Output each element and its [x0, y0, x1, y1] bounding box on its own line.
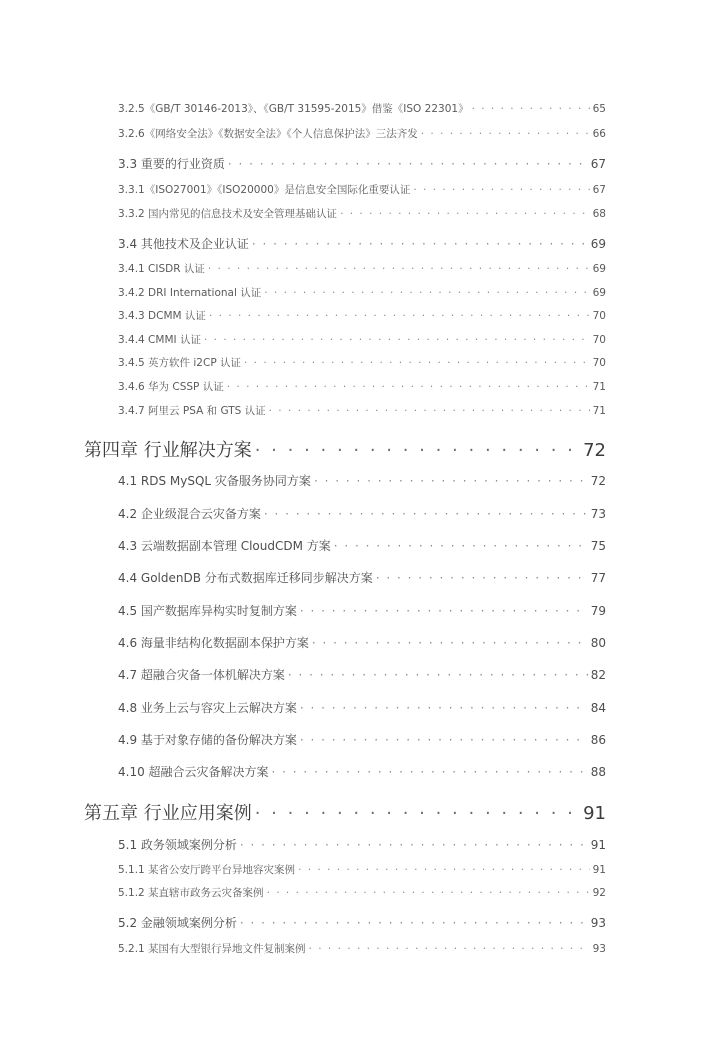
toc-section	[118, 634, 606, 651]
dot-leader	[244, 357, 590, 369]
toc-chapter-title: 第四章 行业解决方案	[84, 440, 252, 461]
toc-section	[118, 666, 606, 683]
toc-entry	[118, 101, 606, 116]
toc-entry-title: 5.1.2 某直辖市政务云灾备案例	[118, 887, 264, 899]
toc-entry-page: 75	[590, 539, 606, 553]
toc-entry-title: 3.4.1 CISDR 认证	[118, 263, 205, 275]
toc-entry-title: 5.2.1 某国有大型银行异地文件复制案例	[118, 943, 306, 955]
dot-leader	[472, 103, 590, 115]
toc-entry-title: 3.3 重要的行业资质	[118, 157, 225, 171]
toc-entry-title: 4.4 GoldenDB 分布式数据库迁移同步解决方案	[118, 571, 373, 585]
toc-entry-title: 5.1 政务领域案例分析	[118, 838, 237, 852]
toc-entry-title: 4.6 海量非结构化数据副本保护方案	[118, 636, 309, 650]
dot-leader	[300, 733, 588, 747]
dot-leader	[309, 943, 590, 955]
toc-entry-title: 4.5 国产数据库异构实时复制方案	[118, 604, 297, 618]
toc-entry-page: 67	[590, 157, 606, 171]
toc-entry	[118, 885, 606, 900]
toc-section	[118, 836, 606, 853]
toc-entry-page: 72	[583, 440, 606, 461]
dot-leader	[298, 864, 590, 876]
dot-leader	[255, 440, 580, 461]
toc-chapter	[84, 799, 606, 825]
toc-entry-title: 3.4.3 DCMM 认证	[118, 310, 206, 322]
toc-entry-title: 4.8 业务上云与容灾上云解决方案	[118, 701, 297, 715]
toc-entry	[118, 206, 606, 221]
toc-entry-title: 3.4.4 CMMI 认证	[118, 334, 201, 346]
toc-entry-page: 69	[592, 263, 606, 275]
toc-entry-title: 3.4.7 阿里云 PSA 和 GTS 认证	[118, 405, 266, 417]
toc-entry-title: 3.4 其他技术及企业认证	[118, 237, 249, 251]
toc-entry-title: 4.9 基于对象存储的备份解决方案	[118, 733, 297, 747]
toc-entry-page: 79	[590, 604, 606, 618]
toc-entry-title: 3.2.5《GB/T 30146-2013》、《GB/T 31595-2015》借鉴《ISO 22301》	[118, 103, 469, 115]
dot-leader	[264, 507, 588, 521]
toc-section	[118, 914, 606, 931]
dot-leader	[314, 474, 588, 488]
toc-entry-title: 4.2 企业级混合云灾备方案	[118, 507, 261, 521]
toc-section	[118, 472, 606, 489]
toc-entry-page: 66	[592, 128, 606, 140]
toc-entry	[118, 308, 606, 323]
toc-entry	[118, 126, 606, 141]
toc-entry-title: 3.4.6 华为 CSSP 认证	[118, 381, 224, 393]
dot-leader	[204, 334, 590, 346]
toc-entry-page: 71	[592, 381, 606, 393]
toc-entry-title: 3.2.6《网络安全法》《数据安全法》《个人信息保护法》三法齐发	[118, 128, 418, 140]
toc-entry-title: 3.3.2 国内常见的信息技术及安全管理基础认证	[118, 208, 338, 220]
toc-entry	[118, 379, 606, 394]
toc-entry-title: 5.1.1 某省公安厅跨平台异地容灾案例	[118, 864, 296, 876]
dot-leader	[240, 838, 588, 852]
toc-section	[118, 569, 606, 586]
toc-section	[118, 537, 606, 554]
toc-section	[118, 763, 606, 780]
toc-section	[118, 235, 606, 252]
toc-entry-title: 4.1 RDS MySQL 灾备服务协同方案	[118, 474, 311, 488]
toc-entry	[118, 941, 606, 956]
toc-entry-page: 73	[590, 507, 606, 521]
dot-leader	[252, 237, 588, 251]
toc-entry	[118, 332, 606, 347]
dot-leader	[413, 184, 589, 196]
toc-entry-title: 5.2 金融领域案例分析	[118, 916, 237, 930]
dot-leader	[264, 287, 589, 299]
dot-leader	[267, 887, 590, 899]
toc-entry-page: 91	[590, 838, 606, 852]
toc-entry-page: 92	[592, 887, 606, 899]
dot-leader	[340, 208, 590, 220]
toc-entry	[118, 403, 606, 418]
dot-leader	[272, 765, 588, 779]
toc-entry-page: 91	[583, 803, 606, 824]
toc-entry-page: 91	[592, 864, 606, 876]
dot-leader	[421, 128, 590, 140]
toc-entry	[118, 355, 606, 370]
dot-leader	[269, 405, 590, 417]
toc-entry	[118, 862, 606, 877]
toc-entry-page: 80	[590, 636, 606, 650]
toc-chapter-title: 第五章 行业应用案例	[84, 803, 252, 824]
toc-entry-title: 4.10 超融合云灾备解决方案	[118, 765, 269, 779]
toc-entry-title: 3.3.1《ISO27001》《ISO20000》是信息安全国际化重要认证	[118, 184, 411, 196]
toc-entry-title: 4.7 超融合灾备一体机解决方案	[118, 668, 285, 682]
toc-entry-page: 70	[592, 334, 606, 346]
toc-entry-title: 4.3 云端数据副本管理 CloudCDM 方案	[118, 539, 331, 553]
toc-section	[118, 699, 606, 716]
toc-entry-page: 93	[590, 916, 606, 930]
toc-entry-page: 93	[592, 943, 606, 955]
dot-leader	[240, 916, 588, 930]
dot-leader	[227, 381, 590, 393]
dot-leader	[255, 803, 580, 824]
toc-entry-page: 69	[592, 287, 606, 299]
toc-entry-title: 3.4.2 DRI International 认证	[118, 287, 262, 299]
toc-entry-page: 77	[590, 571, 606, 585]
toc-section	[118, 731, 606, 748]
dot-leader	[300, 701, 588, 715]
toc-entry	[118, 285, 606, 300]
toc-entry-page: 65	[592, 103, 606, 115]
toc-entry-page: 82	[590, 668, 606, 682]
toc-chapter	[84, 436, 606, 462]
dot-leader	[312, 636, 588, 650]
toc-entry-page: 69	[590, 237, 606, 251]
toc-entry-page: 70	[592, 357, 606, 369]
toc-entry-page: 71	[592, 405, 606, 417]
toc-entry-title: 3.4.5 英方软件 i2CP 认证	[118, 357, 241, 369]
toc-entry-page: 84	[590, 701, 606, 715]
dot-leader	[209, 310, 590, 322]
dot-leader	[288, 668, 588, 682]
dot-leader	[334, 539, 588, 553]
toc-entry	[118, 182, 606, 197]
toc-section	[118, 505, 606, 522]
dot-leader	[376, 571, 588, 585]
toc-entry-page: 70	[592, 310, 606, 322]
toc-section	[118, 155, 606, 172]
toc-entry-page: 68	[592, 208, 606, 220]
dot-leader	[300, 604, 588, 618]
toc-entry-page: 72	[590, 474, 606, 488]
dot-leader	[208, 263, 590, 275]
toc-entry-page: 86	[590, 733, 606, 747]
toc-entry-page: 88	[590, 765, 606, 779]
dot-leader	[228, 157, 588, 171]
toc-entry-page: 67	[592, 184, 606, 196]
toc-entry	[118, 261, 606, 276]
toc-section	[118, 602, 606, 619]
